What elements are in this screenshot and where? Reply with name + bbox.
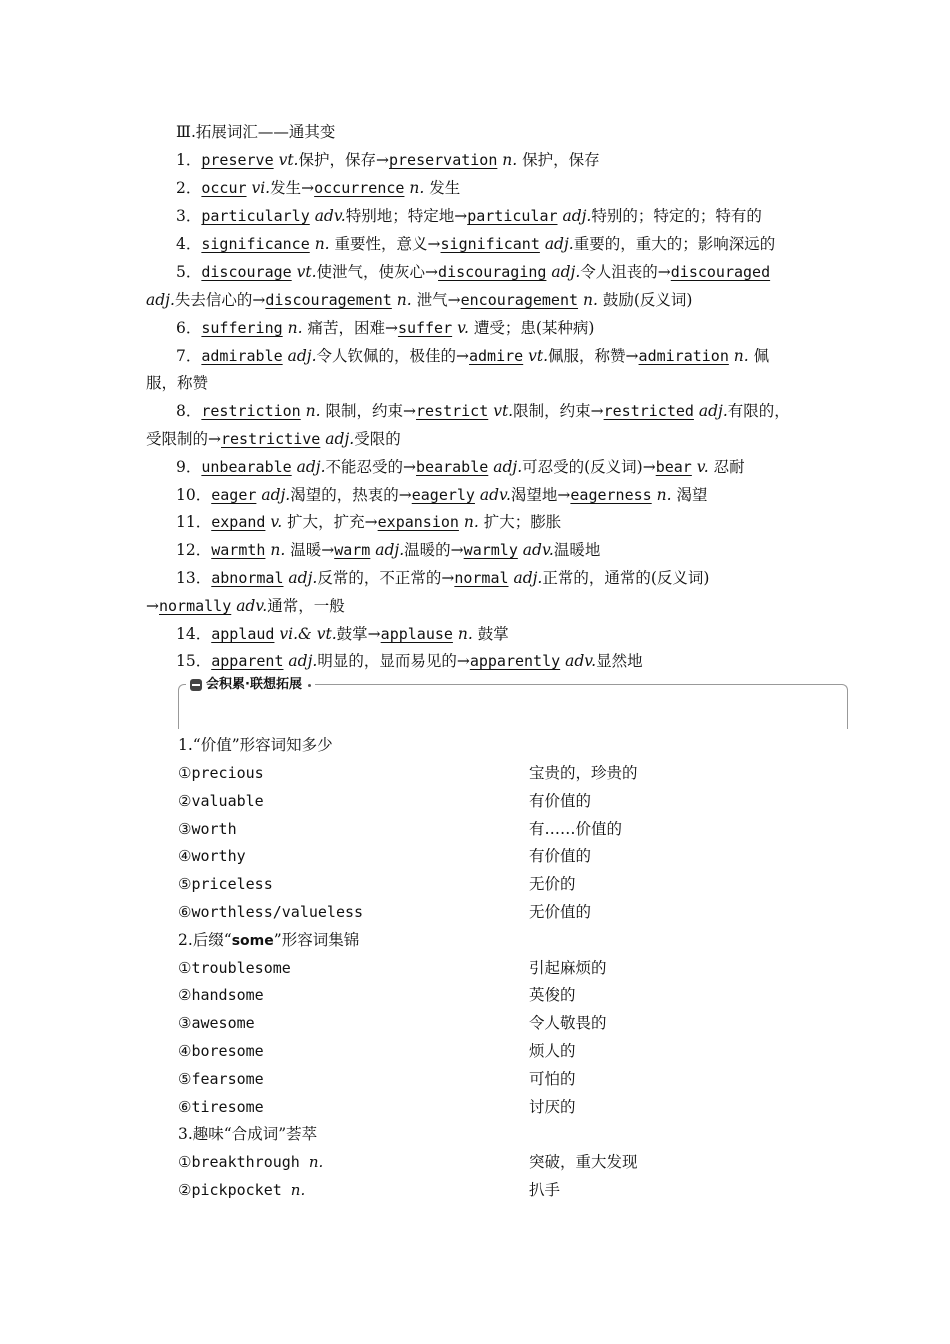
pos-tag: vi.& vt.: [279, 625, 337, 643]
term: [178, 1148, 323, 1176]
vocab-word: apparently: [469, 652, 561, 670]
meaning: 有限的，: [727, 402, 790, 420]
pos-tag: adv.: [236, 597, 268, 615]
meaning: 令人钦佩的，极佳的→: [316, 347, 469, 365]
translation: 宝贵的，珍贵的: [529, 764, 638, 782]
meaning: →: [146, 597, 159, 615]
vocab-word: bearable: [416, 458, 489, 476]
pos-tag: vt.: [493, 402, 514, 420]
meaning: 限制，约束→: [320, 402, 416, 420]
pos-tag: n.: [270, 541, 286, 559]
pos-tag: n.: [314, 235, 330, 253]
vocab-word: expansion: [377, 513, 459, 531]
meaning: 鼓励(反义词): [597, 291, 693, 309]
pos-tag: n.: [308, 1153, 324, 1171]
translation: 烦人的: [529, 1042, 576, 1060]
vocab-word: eagerness: [570, 486, 652, 504]
box-title-text: 会积累·联想拓展: [206, 677, 302, 692]
pos-tag: v.: [457, 319, 469, 337]
term: ⑥tiresome: [178, 1098, 264, 1116]
item-number: 10．: [176, 486, 212, 504]
title-part: ”形容词集锦: [273, 931, 360, 949]
vocab-word: encouragement: [460, 291, 579, 309]
vocab-item-6: [146, 314, 846, 342]
pos-tag: adj.: [288, 569, 318, 587]
item-number: 14．: [176, 625, 212, 643]
translation: 令人敬畏的: [529, 1014, 607, 1032]
vocab-word: admirable: [201, 347, 283, 365]
translation: 英俊的: [529, 986, 576, 1004]
pos-tag: n.: [287, 319, 303, 337]
vocab-word: discouraging: [438, 263, 547, 281]
item-number: 11．: [176, 513, 212, 531]
term: ⑤priceless: [178, 875, 273, 893]
pos-tag: n.: [733, 347, 749, 365]
meaning: 渴望地→: [510, 486, 571, 504]
vocab-word: preserve: [201, 151, 274, 169]
pos-tag: adj.: [698, 402, 728, 420]
pos-tag: adj.: [296, 458, 326, 476]
pos-tag: adj.: [551, 263, 581, 281]
vocab-word: applaud: [211, 625, 275, 643]
item-number: 13．: [176, 569, 212, 587]
meaning: 失去信心的→: [174, 291, 266, 309]
vocab-item-3: [146, 202, 846, 230]
pos-tag: adj.: [287, 347, 317, 365]
item-number: 1．: [176, 151, 202, 169]
meaning: 受限制的→: [146, 430, 221, 448]
vocab-word: warmth: [211, 541, 266, 559]
vocab-word: restriction: [201, 402, 301, 420]
vocab-word: discourage: [201, 263, 292, 281]
vocab-word: warmly: [463, 541, 518, 559]
meaning: 渴望: [671, 486, 708, 504]
term: ③worth: [178, 820, 237, 838]
vocab-word: abnormal: [211, 569, 284, 587]
vocab-word: eagerly: [411, 486, 475, 504]
vocab-word: discouragement: [265, 291, 392, 309]
vocab-word: occurrence: [314, 179, 405, 197]
title-part: some: [231, 933, 274, 949]
meaning: 反常的，不正常的→: [317, 569, 455, 587]
pos-tag: v.: [696, 458, 709, 476]
meaning: 发生→: [270, 179, 315, 197]
pos-tag: adv.: [522, 541, 554, 559]
group-3-title: 3.趣味“合成词”荟萃: [178, 1125, 318, 1143]
dot-icon: [308, 684, 311, 687]
term: ①troublesome: [178, 959, 291, 977]
meaning: 保护，保存→: [298, 151, 389, 169]
meaning: 重要的，重大的；影响深远的: [573, 235, 776, 253]
pos-tag: v.: [270, 513, 283, 531]
term: ⑥worthless/valueless: [178, 903, 364, 921]
vocab-word: restrict: [416, 402, 489, 420]
vocab-word: admiration: [638, 347, 729, 365]
meaning: 不能忍受的→: [325, 458, 417, 476]
vocab-word: discouraged: [670, 263, 771, 281]
vocab-word: significant: [440, 235, 540, 253]
vocab-word: normal: [454, 569, 509, 587]
pos-tag: n.: [409, 179, 425, 197]
vocab-item-11: [146, 508, 846, 536]
title-part: 2.后缀“: [178, 931, 232, 949]
vocab-item-10: [146, 481, 846, 509]
term: ②handsome: [178, 986, 264, 1004]
pos-tag: adv.: [565, 652, 597, 670]
item-number: 9．: [176, 458, 202, 476]
vocab-item-8: [146, 397, 846, 425]
vocab-word: preservation: [388, 151, 498, 169]
meaning: 令人沮丧的→: [580, 263, 671, 281]
pos-tag: n.: [396, 291, 412, 309]
vocab-word: restricted: [603, 402, 694, 420]
meaning: 鼓掌: [472, 625, 509, 643]
meaning: 显然地: [596, 652, 643, 670]
vocab-item-4: [146, 230, 846, 258]
vocab-item-7-cont: [146, 369, 816, 397]
expansion-box-title: [186, 676, 315, 694]
vocab-word: unbearable: [201, 458, 292, 476]
meaning: 限制，约束→: [513, 402, 604, 420]
vocab-word: eager: [211, 486, 257, 504]
item-number: 5．: [176, 263, 202, 281]
term-word: ②pickpocket: [178, 1181, 282, 1199]
meaning: 佩服，称赞→: [548, 347, 639, 365]
pos-tag: vt.: [528, 347, 549, 365]
vocab-word: bear: [655, 458, 692, 476]
vocab-word: particular: [467, 207, 558, 225]
note-icon: [190, 679, 202, 691]
meaning: 痛苦，困难→: [302, 319, 398, 337]
vocab-word: normally: [159, 597, 232, 615]
term: ②valuable: [178, 792, 264, 810]
pos-tag: n.: [463, 513, 479, 531]
term: ⑤fearsome: [178, 1070, 264, 1088]
item-number: 4．: [176, 235, 202, 253]
translation: 讨厌的: [529, 1098, 576, 1116]
meaning: 遭受；患(某种病): [468, 319, 595, 337]
meaning: 渴望的，热衷的→: [290, 486, 412, 504]
pos-tag: adj.: [493, 458, 523, 476]
vocab-item-12: [146, 536, 846, 564]
meaning: 正常的，通常的(反义词): [542, 569, 710, 587]
pos-tag: vi.: [251, 179, 271, 197]
pos-tag: n.: [502, 151, 518, 169]
translation: 突破，重大发现: [529, 1153, 638, 1171]
meaning: 使泄气，使灰心→: [316, 263, 439, 281]
pos-tag: adj.: [146, 291, 175, 309]
vocab-item-13: [146, 564, 846, 592]
vocab-item-2: [146, 174, 846, 202]
term: ④boresome: [178, 1042, 264, 1060]
item-number: 7．: [176, 347, 202, 365]
term: ①precious: [178, 764, 264, 782]
vocab-item-15: [146, 647, 846, 675]
vocab-word: applause: [380, 625, 453, 643]
meaning: 发生: [424, 179, 461, 197]
meaning: 扩大；膨胀: [478, 513, 562, 531]
pos-tag: n.: [457, 625, 473, 643]
meaning: 可忍受的(反义词)→: [522, 458, 656, 476]
item-number: 3．: [176, 207, 202, 225]
meaning: 温暖地: [553, 541, 601, 559]
pos-tag: adj.: [288, 652, 318, 670]
translation: 有价值的: [529, 792, 592, 810]
vocab-word: suffer: [397, 319, 453, 337]
term-word: ①breakthrough: [178, 1153, 300, 1171]
vocab-item-14: [146, 620, 846, 648]
meaning: 泄气→: [411, 291, 461, 309]
pos-tag: n.: [305, 402, 321, 420]
vocab-word: admire: [469, 347, 524, 365]
meaning: 保护，保存: [517, 151, 600, 169]
pos-tag: vt.: [278, 151, 299, 169]
pos-tag: adv.: [314, 207, 346, 225]
translation: 引起麻烦的: [529, 959, 607, 977]
vocab-item-5: [146, 258, 846, 286]
translation: 有价值的: [529, 847, 592, 865]
meaning: 温暖→: [285, 541, 335, 559]
pos-tag: adj.: [544, 235, 574, 253]
term: ④worthy: [178, 847, 246, 865]
item-number: 12．: [176, 541, 212, 559]
meaning: 受限的: [354, 430, 401, 448]
group-2-title: [178, 926, 359, 955]
meaning: 特别的；特定的；特有的: [591, 207, 762, 225]
meaning: 服，称赞: [146, 374, 209, 392]
vocab-word: warm: [334, 541, 371, 559]
pos-tag: vt.: [296, 263, 317, 281]
translation: 可怕的: [529, 1070, 576, 1088]
pos-tag: adj.: [562, 207, 592, 225]
section-title: Ⅲ.拓展词汇——通其变: [176, 123, 336, 141]
item-number: 2．: [176, 179, 202, 197]
vocab-word: apparent: [211, 652, 284, 670]
pos-tag: adj.: [261, 486, 291, 504]
group-1-title: 1.“价值”形容词知多少: [178, 736, 333, 754]
vocab-item-5-cont: [146, 286, 816, 314]
meaning: 扩大，扩充→: [282, 513, 378, 531]
pos-tag: n.: [656, 486, 672, 504]
meaning: 佩: [748, 347, 770, 365]
vocab-item-13-cont: [146, 592, 816, 620]
pos-tag: n.: [582, 291, 598, 309]
meaning: 重要性，意义→: [329, 235, 441, 253]
vocab-word: occur: [201, 179, 247, 197]
vocab-item-9: [146, 453, 846, 481]
vocab-item-7: [146, 342, 846, 370]
meaning: 通常，一般: [267, 597, 345, 615]
translation: 无价值的: [529, 903, 592, 921]
meaning: 鼓掌→: [336, 625, 381, 643]
pos-tag: adv.: [479, 486, 511, 504]
pos-tag: adj.: [375, 541, 405, 559]
translation: 无价的: [529, 875, 576, 893]
translation: 有……价值的: [529, 820, 623, 838]
item-number: 15．: [176, 652, 212, 670]
vocab-item-8-cont: [146, 425, 816, 453]
vocab-word: expand: [211, 513, 266, 531]
vocab-word: suffering: [201, 319, 283, 337]
item-number: 6．: [176, 319, 202, 337]
meaning: 明显的，显而易见的→: [317, 652, 470, 670]
term: ③awesome: [178, 1014, 255, 1032]
item-number: 8．: [176, 402, 202, 420]
vocab-item-1: [146, 146, 846, 174]
pos-tag: adj.: [325, 430, 355, 448]
meaning: 忍耐: [708, 458, 745, 476]
vocab-word: particularly: [201, 207, 310, 225]
term: [178, 1176, 305, 1204]
pos-tag: adj.: [513, 569, 543, 587]
translation: 扒手: [529, 1181, 561, 1199]
pos-tag: n.: [290, 1181, 306, 1199]
meaning: 特别地；特定地→: [345, 207, 468, 225]
meaning: 温暖的→: [404, 541, 464, 559]
vocab-word: significance: [201, 235, 310, 253]
vocab-word: restrictive: [221, 430, 321, 448]
